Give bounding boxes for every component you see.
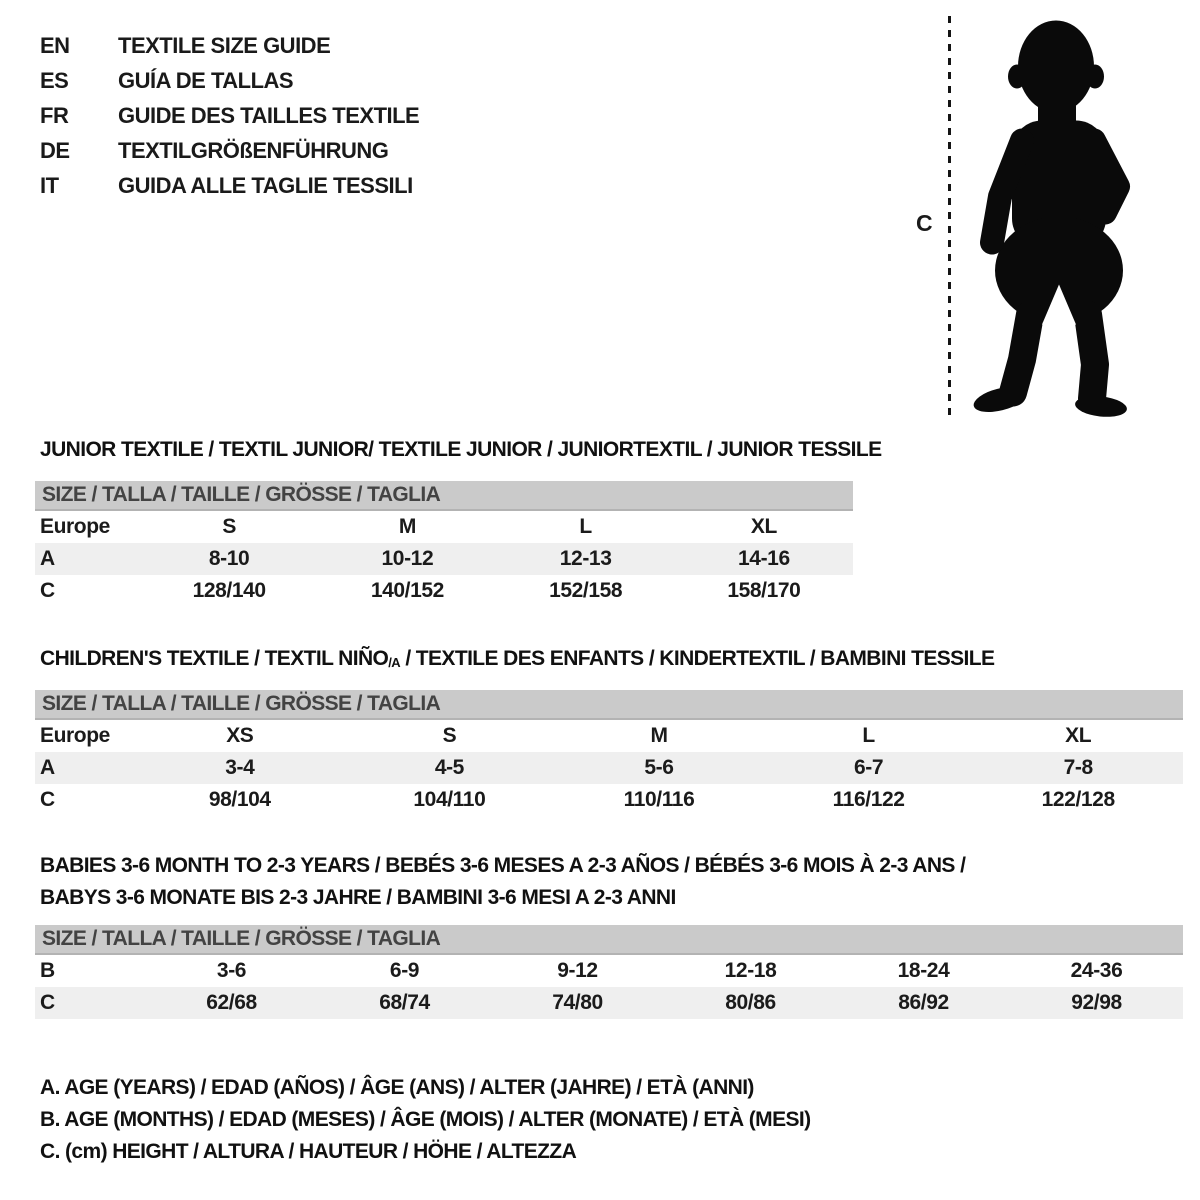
table-cell: 10-12 [318,543,496,575]
junior-section-heading: JUNIOR TEXTILE / TEXTIL JUNIOR/ TEXTILE JUNIOR / JUNIORTEXTIL / JUNIOR TESSILE [40,438,882,461]
junior-size-table [35,511,853,607]
table-cell: 74/80 [491,987,664,1019]
legend-line-a: A. AGE (YEARS) / EDAD (AÑOS) / ÂGE (ANS) / ALTER (JAHRE) / ETÀ (ANNI) [40,1076,754,1099]
table-cell: 68/74 [318,987,491,1019]
children-size-table [35,720,1183,816]
table-cell: 4-5 [345,752,555,784]
legend [40,1072,811,1168]
lang-row-es [40,63,419,98]
table-row [35,543,853,575]
table-cell: 6-9 [389,959,420,982]
lang-row-de [40,133,419,168]
babies-heading-line1: BABIES 3-6 MONTH TO 2-3 YEARS / BEBÉS 3-6 MESES A 2-3 AÑOS / BÉBÉS 3-6 MOIS À 2-3 ANS / [40,854,966,877]
lang-row-en [40,28,419,63]
size-bar-label: SIZE / TALLA / TAILLE / GRÖSSE / TAGLIA [42,927,441,950]
lang-code: IT [40,173,59,198]
table-cell: 104/110 [413,788,486,811]
row-label: C [35,987,145,1019]
column-header-row [35,720,1183,752]
babies-section-heading [40,850,965,914]
column-header: XL [1065,724,1092,747]
table-row [35,784,1183,816]
lang-title: GUÍA DE TALLAS [118,68,294,93]
table-row [35,575,853,607]
babies-size-table [35,955,1183,1019]
table-cell: 158/170 [727,579,801,602]
lang-code: FR [40,103,69,128]
table-cell: 7-8 [973,752,1183,784]
junior-size-bar [35,481,853,511]
table-cell: 80/86 [664,987,837,1019]
table-cell: 110/116 [623,788,695,811]
table-cell: 6-7 [764,752,974,784]
table-cell: 116/122 [832,788,905,811]
table-cell: 86/92 [837,987,1010,1019]
table-cell: 9-12 [557,959,598,982]
babies-size-bar [35,925,1183,955]
lang-title: TEXTILGRÖßENFÜHRUNG [118,138,389,163]
corner-label: Europe [40,515,110,538]
column-header: L [862,724,875,747]
corner-label: Europe [40,724,110,747]
lang-code: ES [40,68,69,93]
size-bar-label: SIZE / TALLA / TAILLE / GRÖSSE / TAGLIA [42,692,441,715]
lang-title: GUIDE DES TAILLES TEXTILE [118,103,420,128]
table-cell: 92/98 [1010,987,1183,1019]
babies-heading-line2: BABYS 3-6 MONATE BIS 2-3 JAHRE / BAMBINI 3-6 MESI A 2-3 ANNI [40,886,676,909]
row-label: C [40,579,55,602]
table-cell: 14-16 [675,543,853,575]
lang-title: GUIDA ALLE TAGLIE TESSILI [118,173,413,198]
column-header-row [35,511,853,543]
height-dashed-line [948,16,951,416]
children-section-heading [40,643,994,679]
children-heading-sub: /A [388,655,401,670]
column-header: M [650,724,668,747]
children-heading-main: CHILDREN'S TEXTILE / TEXTIL NIÑO [40,647,389,670]
toddler-silhouette-image [968,14,1136,420]
legend-line-c: C. (cm) HEIGHT / ALTURA / HAUTEUR / HÖHE / ALTEZZA [40,1140,577,1163]
row-label: C [40,788,55,811]
lang-code: EN [40,33,70,58]
table-cell: 24-36 [1070,959,1123,982]
children-heading-rest: / TEXTILE DES ENFANTS / KINDERTEXTIL / BAMBINI TESSILE [400,647,995,670]
table-cell: 12-13 [497,543,675,575]
language-header [40,28,419,203]
table-row [35,987,1183,1019]
figure-label-c: C [916,210,933,236]
table-cell: 128/140 [192,579,266,602]
table-cell: 62/68 [145,987,318,1019]
table-row [35,955,1183,987]
table-cell: 3-4 [135,752,345,784]
children-size-bar [35,690,1183,720]
table-row [35,752,1183,784]
table-cell: 3-6 [216,959,247,982]
row-label: A [35,543,140,575]
column-header: S [442,724,457,747]
column-header: XS [226,724,254,747]
table-cell: 5-6 [554,752,764,784]
table-cell: 122/128 [1041,788,1115,811]
lang-row-it [40,168,419,203]
table-cell: 12-18 [724,959,777,982]
table-cell: 152/158 [549,579,623,602]
column-header: S [222,515,236,538]
table-cell: 18-24 [897,959,950,982]
column-header: XL [750,515,777,538]
lang-row-fr [40,98,419,133]
table-cell: 98/104 [208,788,271,811]
column-header: L [579,515,592,538]
lang-code: DE [40,138,70,163]
row-label: B [40,959,55,982]
row-label: A [35,752,135,784]
lang-title: TEXTILE SIZE GUIDE [118,33,331,58]
column-header: M [398,515,416,538]
table-cell: 140/152 [370,579,444,602]
table-cell: 8-10 [140,543,318,575]
size-bar-label: SIZE / TALLA / TAILLE / GRÖSSE / TAGLIA [42,483,441,506]
legend-line-b: B. AGE (MONTHS) / EDAD (MESES) / ÂGE (MOIS) / ALTER (MONATE) / ETÀ (MESI) [40,1108,811,1131]
